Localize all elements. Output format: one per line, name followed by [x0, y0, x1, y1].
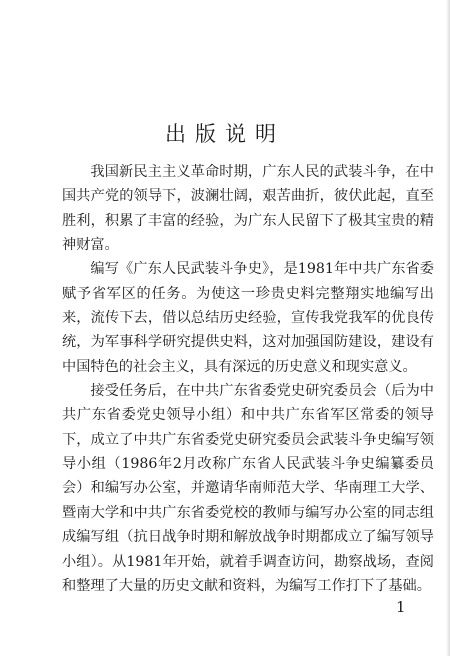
- paragraph-3: 接受任务后，在中共广东省委党史研究委员会（后为中共广东省委党史领导小组）和中共广东省军区常委的领导下，成立了中共广东省委党史研究委员会武装斗争史编写领导小组（1986年2月改称广东省人民武装斗争史编纂委员会）和编写办公室，并邀请华南师范大学、华南理工大学、暨南大学和中共广东省委党校的教师与编写办公室的同志组成编写组（抗日战争时期和解放战争时期都成立了编写领导小组）。从1981年开始，就着手调查访问，勘察战场，查阅和整理了大量的历史文献和资料，为编写工作打下了基础。: [62, 383, 434, 594]
- page-number: 1: [396, 598, 406, 616]
- page-title: 出版说明: [165, 122, 285, 146]
- paragraph-2: 编写《广东人民武装斗争史》，是1981年中共广东省委赋予省军区的任务。为使这一珍贵史料完整翔实地编写出来，流传下去，借以总结历史经验，宣传我党我军的优良传统，为军事科学研究提供史料，这对加强国防建设，建设有中国特色的社会主义，具有深远的历史意义和现实意义。: [62, 261, 434, 375]
- body-text: [62, 160, 434, 598]
- paragraph-1: 我国新民主主义革命时期，广东人民的武装斗争，在中国共产党的领导下，波澜壮阔，艰苦曲折，彼伏此起，直至胜利，积累了丰富的经验，为广东人民留下了极其宝贵的精神财富。: [62, 164, 434, 254]
- page-edge-shadow: [446, 0, 450, 656]
